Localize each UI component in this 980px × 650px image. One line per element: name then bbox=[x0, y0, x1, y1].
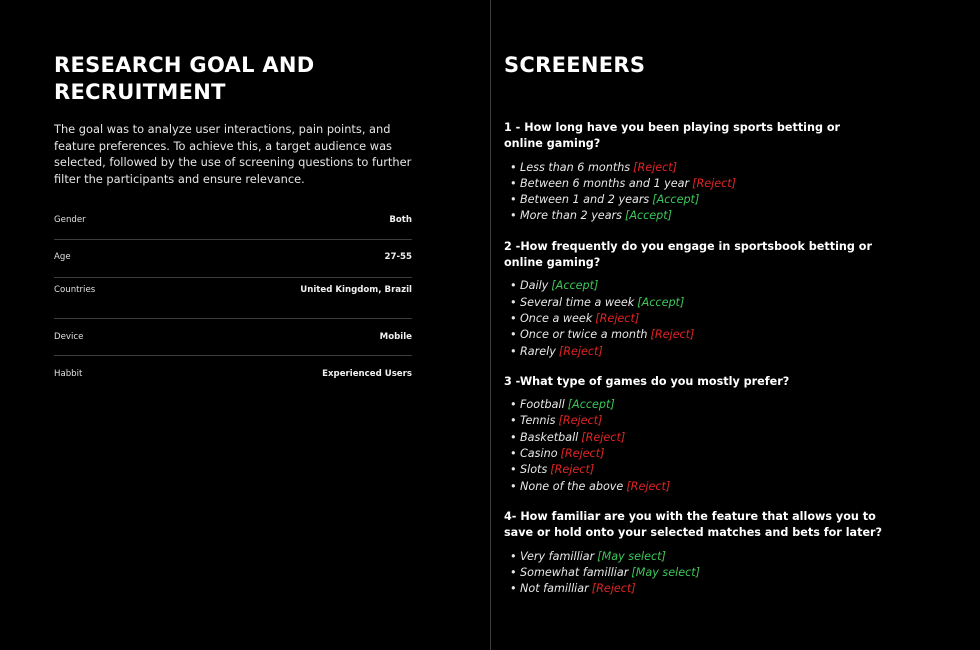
reject-tag: [Reject] bbox=[692, 176, 737, 190]
option-text: None of the above bbox=[520, 479, 624, 493]
option-text: Slots bbox=[520, 463, 548, 477]
option-text: Once or twice a month bbox=[520, 328, 648, 342]
list-item bbox=[510, 479, 924, 495]
screeners-section bbox=[504, 52, 924, 597]
reject-tag: [Reject] bbox=[591, 582, 636, 596]
option-text: Rarely bbox=[520, 344, 556, 358]
accept-tag: [Accept] bbox=[652, 193, 700, 207]
research-goal-section bbox=[54, 52, 414, 386]
question-text: 1 - How long have you been playing sports betting or online gaming? bbox=[504, 121, 841, 151]
list-item bbox=[510, 446, 924, 462]
option-text: Not familliar bbox=[520, 582, 589, 596]
question-text: 3 -What type of games do you mostly prefer? bbox=[504, 374, 790, 388]
option-list bbox=[504, 549, 924, 598]
accept-tag: [Accept] bbox=[624, 209, 673, 223]
option-text: Between 6 months and 1 year bbox=[520, 176, 690, 190]
may-select-tag: [May select] bbox=[597, 549, 666, 563]
option-text: Football bbox=[520, 398, 565, 412]
screener-question-1 bbox=[504, 120, 924, 225]
reject-tag: [Reject] bbox=[560, 447, 605, 461]
screeners-title: SCREENERS bbox=[504, 53, 646, 77]
table-row bbox=[54, 319, 412, 356]
reject-tag: [Reject] bbox=[558, 344, 603, 358]
may-select-tag: [May select] bbox=[631, 565, 701, 579]
list-item bbox=[510, 462, 924, 478]
option-list bbox=[504, 160, 924, 225]
research-goal-title: RESEARCH GOAL AND RECRUITMENT bbox=[54, 53, 315, 104]
list-item bbox=[510, 344, 924, 360]
list-item bbox=[510, 397, 924, 413]
option-text: More than 2 years bbox=[520, 209, 622, 223]
list-item bbox=[510, 549, 924, 565]
attribute-value: Experienced Users bbox=[322, 369, 412, 379]
option-text: Between 1 and 2 years bbox=[520, 193, 650, 207]
attribute-value: Mobile bbox=[379, 332, 412, 342]
option-text: Tennis bbox=[520, 414, 556, 428]
screener-question-3 bbox=[504, 374, 924, 495]
list-item bbox=[510, 413, 924, 429]
list-item bbox=[510, 278, 924, 294]
list-item bbox=[510, 192, 924, 208]
attribute-value: Both bbox=[389, 215, 412, 225]
attribute-label: Age bbox=[54, 252, 71, 262]
table-row bbox=[54, 206, 412, 240]
question-text: 4- How familiar are you with the feature that allows you to save or hold onto your selected matches and bets for later? bbox=[504, 509, 883, 540]
attribute-value: 27-55 bbox=[384, 252, 412, 262]
reject-tag: [Reject] bbox=[595, 311, 640, 325]
option-text: Several time a week bbox=[520, 295, 635, 309]
option-text: Somewhat familliar bbox=[520, 565, 629, 579]
accept-tag: [Accept] bbox=[637, 295, 685, 309]
option-list bbox=[504, 278, 924, 359]
reject-tag: [Reject] bbox=[650, 328, 695, 342]
list-item bbox=[510, 208, 924, 224]
reject-tag: [Reject] bbox=[558, 414, 603, 428]
reject-tag: [Reject] bbox=[633, 160, 678, 174]
screener-question-4 bbox=[504, 509, 924, 597]
list-item bbox=[510, 327, 924, 343]
research-goal-intro: The goal was to analyze user interactions, pain points, and feature preferences. To achieve this, a target audience was selected, followed by the use of screening questions to further filter the participants and ensure relevance. bbox=[54, 122, 412, 186]
accept-tag: [Accept] bbox=[551, 279, 599, 293]
question-text: 2 -How frequently do you engage in sportsbook betting or online gaming? bbox=[504, 239, 872, 270]
attribute-label: Countries bbox=[54, 285, 96, 295]
table-row bbox=[54, 356, 412, 386]
list-item bbox=[510, 160, 924, 176]
option-text: Daily bbox=[520, 279, 549, 293]
option-text: Basketball bbox=[520, 430, 579, 444]
list-item bbox=[510, 176, 924, 192]
recruitment-table bbox=[54, 206, 412, 386]
option-text: Very familliar bbox=[520, 549, 595, 563]
screener-question-2 bbox=[504, 239, 924, 360]
option-list bbox=[504, 397, 924, 495]
attribute-value: United Kingdom, Brazil bbox=[300, 285, 412, 295]
table-row bbox=[54, 240, 412, 278]
list-item bbox=[510, 295, 924, 311]
list-item bbox=[510, 430, 924, 446]
reject-tag: [Reject] bbox=[581, 430, 626, 444]
accept-tag: [Accept] bbox=[567, 398, 615, 412]
option-text: Less than 6 months bbox=[520, 160, 631, 174]
list-item bbox=[510, 311, 924, 327]
option-text: Casino bbox=[520, 447, 558, 461]
list-item bbox=[510, 581, 924, 597]
reject-tag: [Reject] bbox=[550, 463, 595, 477]
attribute-label: Device bbox=[54, 332, 84, 342]
option-text: Once a week bbox=[520, 311, 593, 325]
attribute-label: Habbit bbox=[54, 369, 83, 379]
table-row bbox=[54, 278, 412, 319]
attribute-label: Gender bbox=[54, 215, 86, 225]
column-divider bbox=[490, 0, 491, 650]
list-item bbox=[510, 565, 924, 581]
reject-tag: [Reject] bbox=[626, 479, 671, 493]
